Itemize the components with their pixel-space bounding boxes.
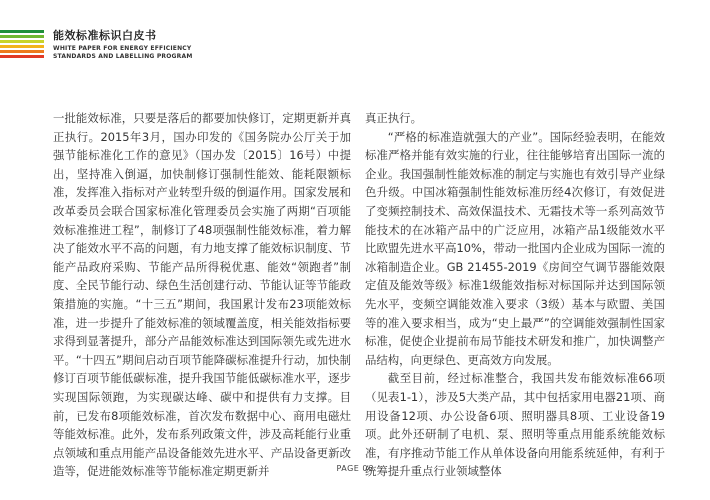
right-paragraph-1: 真正执行。 [365, 111, 422, 125]
right-text-column [365, 109, 665, 481]
right-paragraph-2: “严格的标准造就强大的产业”。国际经验表明，在能效标准严格并能有效实施的行业，往往能够培育出国际一流的企业。我国强制性能效标准的制定与实施也有效引导产业绿色升级。中国冰箱强制性能效标准历经4次修订，有效促进了变频控制技术、高效保温技术、无霜技术等一系列高效节能技术的在冰箱产品中的广泛应用，冰箱产品1级能效水平比欧盟先进水平高10%，带动一批国内企业成为国际一流的冰箱制造企业。GB 21455-2019《房间空气调节器能效限定值及能效等级》标准1级能效指标对标国际并达到国际领先水平，变频空调能效准入要求（3级）基本与欧盟、美国等的准入要求相当，成为“史上最严”的空调能效强制性国家标准，促使企业提前布局节能技术研发和推广，加快调整产品结构，向更绿色、更高效方向发展。 [365, 129, 665, 367]
header-stripe [0, 55, 44, 58]
header-title-english-line1: WHITE PAPER FOR ENERGY EFFICIENCY [53, 45, 192, 52]
header-stripe [0, 50, 44, 53]
header-stripe [0, 45, 44, 48]
header-color-stripes [0, 30, 44, 60]
header-title-english [53, 45, 193, 61]
header-title-chinese: 能效标准标识白皮书 [53, 29, 157, 42]
header-stripe [0, 35, 44, 38]
left-text-column [53, 109, 351, 481]
left-paragraph-1: 一批能效标准，只要是落后的都要加快修订，定期更新并真正执行。2015年3月，国办印发的《国务院办公厅关于加强节能标准化工作的意见》（国办发〔2015〕16号）中提出，坚持准入倒逼，加快制修订强制性能效、能耗限额标准，发挥准入指标对产业转型升级的倒逼作用。国家发展和改革委员会联合国家标准化管理委员会实施了两期“百项能效标准推进工程”，制修订了48项强制性能效标准，着力解决了能效水平不高的问题，有力地支撑了能效标识制度、节能产品政府采购、节能产品所得税优惠、能效“领跑者”制度、全民节能行动、绿色生活创建行动、节能认证等节能政策措施的实施。“十三五”期间，我国累计发布23项能效标准，进一步提升了能效标准的领域覆盖度，相关能效指标要求得到显著提升，部分产品能效标准达到国际领先或先进水平。“十四五”期间启动百项节能降碳标准提升行动，加快制修订百项节能低碳标准，提升我国节能低碳标准水平，逐步实现国际领跑，为实现碳达峰、碳中和提供有力支撑。目前，已发布8项能效标准，首次发布数据中心、商用电磁灶等能效标准。此外，发布系列政策文件，涉及高耗能行业重点领域和重点用能产品设备能效先进水平、产品设备更新改造等，促进能效标准等节能标准定期更新并 [53, 111, 351, 479]
running-header [53, 29, 193, 61]
right-paragraph-3: 截至目前，经过标准整合，我国共发布能效标准66项（见表1-1），涉及5大类产品，其中包括家用电器21项、商用设备12项、办公设备6项、照明器具8项、工业设备19项。此外还研制了电机、泵、照明等重点用能系统能效标准，有序推动节能工作从单体设备向用能系统延伸，有利于统筹提升重点行业领域整体 [365, 371, 665, 479]
header-stripe [0, 30, 44, 33]
page-number: PAGE 06 [336, 464, 374, 473]
header-stripe [0, 40, 44, 43]
header-title-english-line2: STANDARDS AND LABELLING PROGRAM [53, 53, 193, 60]
